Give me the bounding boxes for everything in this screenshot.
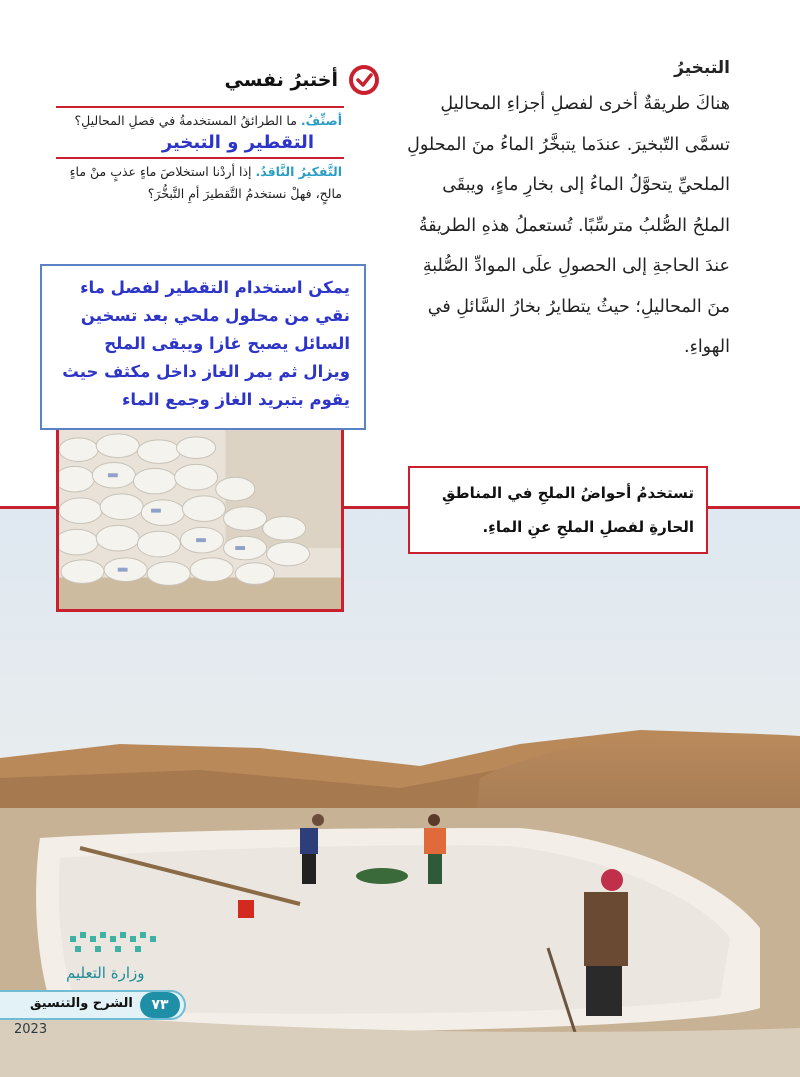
ministry-logo [66, 928, 166, 988]
evaporation-paragraph: هناكَ طريقةٌ أخرى لفصلِ أجزاءِ المحاليلِ تسمَّى التّبخيرَ. عندَما يتبخَّرُ الماءُ منَ المحلولِ الملحيِّ يتحوَّلُ الماءُ إلى بخارِ ماءٍ، ويبقَى الملحُ الصُّلبُ مترسِّبًا. تُستعملُ هذهِ الطريقةُ عندَ الحاجةِ إلى الحصولِ علَى الموادِّ الصُّلبةِ منَ المحاليلِ؛ حيثُ يتطايرُ بخارُ السَّائلِ في الهواءِ. [407, 94, 730, 357]
self-test-header [220, 62, 380, 98]
photo-caption: تستخدمُ أحواضُ الملحِ في المناطقِ الحارةِ لفصلِ الملحِ عنِ الماءِ. [408, 466, 708, 554]
question-2-label: التَّفكيرُ النَّاقدُ. [255, 164, 342, 179]
page-footer-bar [0, 990, 186, 1020]
salt-bags-photo [56, 430, 344, 612]
question-2-text: إذا أردْنا استخلاصَ ماءٍ عذبٍ منْ ماءٍ مالحٍ، فهلْ نستخدمُ التَّقطيرَ أمِ التَّبخُّرَ؟ [69, 164, 342, 201]
footer-label: الشرح والتنسيق [30, 996, 133, 1011]
check-badge-icon [348, 64, 380, 96]
evaporation-section [400, 58, 730, 368]
question-1-answer: التقطير و التبخير [161, 132, 314, 153]
self-test-questions [56, 106, 344, 207]
question-1-label: أصنِّفُ. [300, 113, 342, 128]
self-test-title: أختبرُ نفسي [224, 69, 338, 91]
ministry-logo-icon [66, 928, 166, 962]
question-1 [56, 108, 344, 157]
question-2-answer-box: يمكن استخدام التقطير لفصل ماء نقي من محلول ملحي بعد تسخين السائل يصبح غازا ويبقى الملح ويزال ثم يمر الغاز داخل مكثف حيث يقوم بتبريد الغاز وجمع الماء [40, 264, 366, 430]
footer-year: 2023 [14, 1022, 48, 1037]
salt-bags-illustration [59, 430, 341, 609]
question-1-text: ما الطرائقُ المستخدمةُ في فصلِ المحاليلِ؟ [74, 113, 297, 128]
ministry-name: وزارة التعليم [66, 964, 145, 982]
evaporation-heading: التبخيرُ [674, 58, 730, 78]
page-number: ٧٣ [140, 992, 180, 1018]
question-2 [56, 159, 344, 207]
